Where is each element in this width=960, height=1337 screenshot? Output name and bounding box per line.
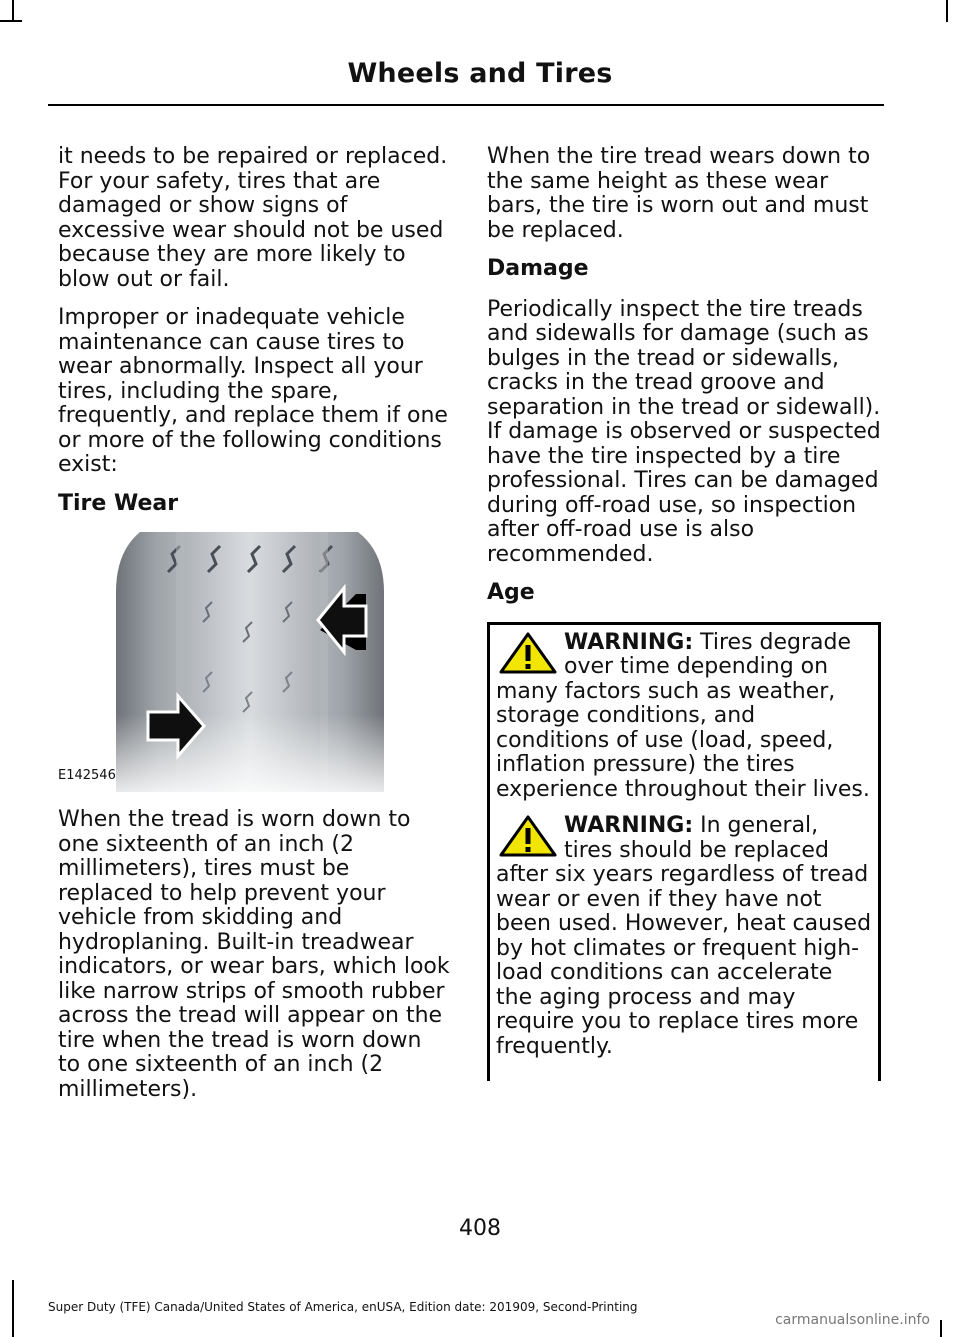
warning-triangle-icon [498,631,558,675]
crop-mark [12,0,14,22]
crop-mark [12,1280,14,1337]
warning-text: Tires degrade over time depending on many factors such as weather, storage conditions, and conditions of use (load, speed, inflation pressure) the tires experience throughout their lives. [496,629,870,802]
crop-mark [946,0,948,22]
warning-box [487,622,881,1082]
right-column [487,145,881,1081]
warning-1 [496,631,872,803]
warning-2 [496,814,872,1059]
crop-mark [940,1320,942,1337]
section-heading-age: Age [487,580,535,605]
crop-mark [0,20,22,22]
figure-id: E142546 [58,767,116,783]
tire-wear-figure [58,532,388,792]
warning-text: In general, tires should be replaced after six years regardless of tread wear or even if they have not been used. However, heat caused by hot climates or frequent high-load conditions can accelerate the aging process and may require you to replace tires more frequently. [496,813,872,1059]
paragraph: Periodically inspect the tire treads and sidewalls for damage (such as bulges in the tread or sidewalls, cracks in the tread groove and separation in the tread or sidewall). If damage is observed or suspected have the tire inspected by a tire professional. Tires can be damaged during off-road use, so inspection after off-road use is also recommended. [487,296,881,567]
paragraph: When the tire tread wears down to the same height as these wear bars, the tire is worn out and must be replaced. [487,144,871,243]
tire-tread-illustration [58,532,388,792]
footer-text: Super Duty (TFE) Canada/United States of America, enUSA, Edition date: 201909, Second-Printing [48,1300,638,1314]
section-heading-tire-wear: Tire Wear [58,490,179,516]
footer-brand: carmanualsonline.info [775,1312,930,1328]
paragraph: Improper or inadequate vehicle maintenance can cause tires to wear abnormally. Inspect all your tires, including the spare, frequently, and replace them if one or more of the following conditions exist: [58,305,448,477]
section-heading-damage: Damage [487,256,589,281]
header-divider [48,104,884,106]
paragraph: When the tread is worn down to one sixteenth of an inch (2 millimeters), tires must be replaced to help prevent your vehicle from skidding and hydroplaning. Built-in treadwear indicators, or wear bars, which look like narrow strips of smooth rubber across the tread will appear on the tire when the tread is worn down to one sixteenth of an inch (2 millimeters). [58,807,450,1102]
warning-label: WARNING: [564,813,694,838]
paragraph: it needs to be repaired or replaced. For your safety, tires that are damaged or show signs of excessive wear should not be used because they are more likely to blow out or fail. [58,144,448,292]
left-column [58,145,450,1116]
warning-label: WARNING: [564,629,694,655]
warning-triangle-icon [498,814,558,858]
page-number: 408 [459,1216,501,1241]
page-title: Wheels and Tires [347,58,613,89]
